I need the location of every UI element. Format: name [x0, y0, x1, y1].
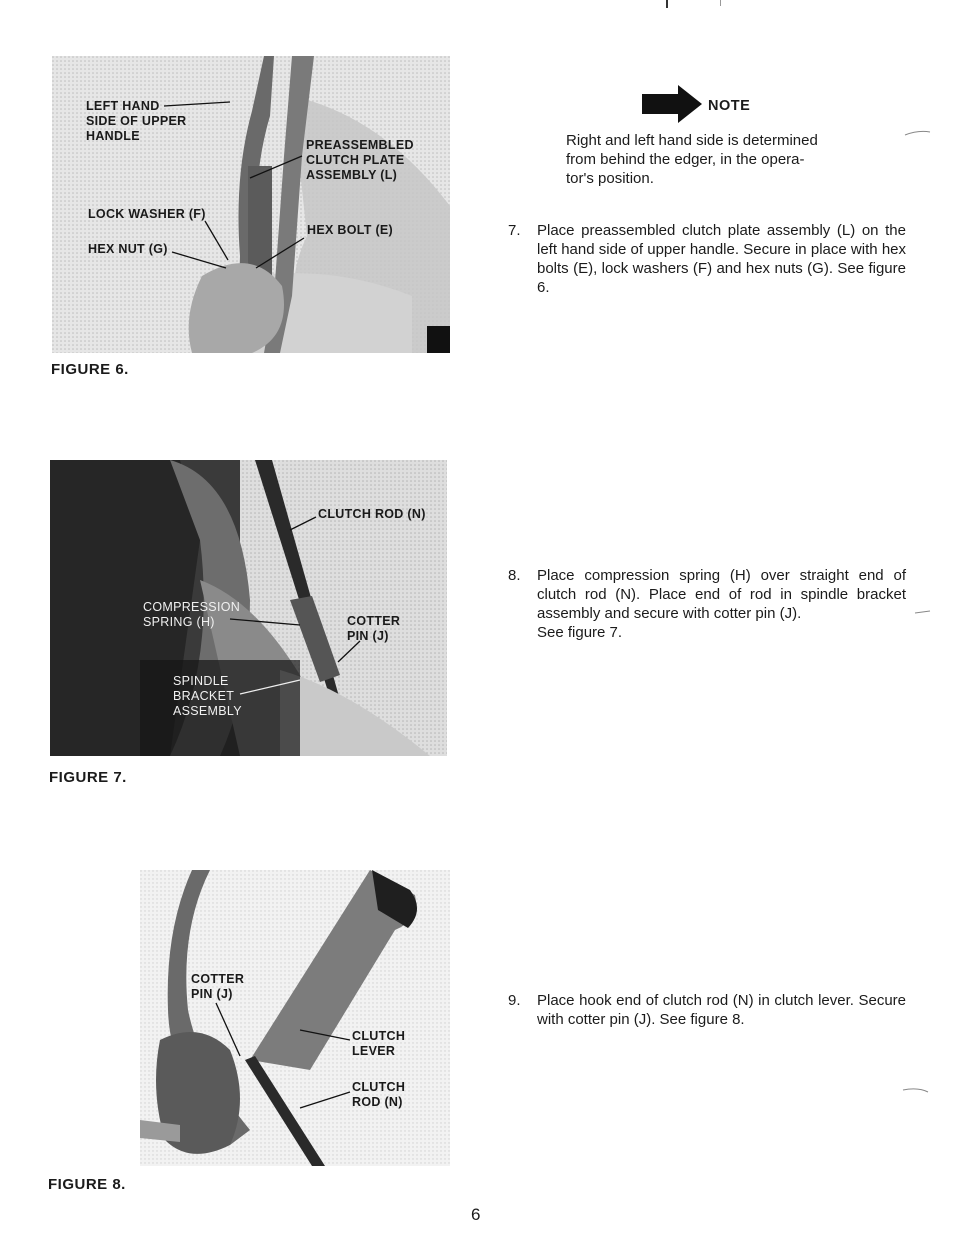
arrow-right-icon [640, 84, 710, 124]
step-text: Place compression spring (H) over straight end of clutch rod (N). Place end of rod in spindle bracket assembly and secure with cotter pin (J). See figure 7. [537, 567, 906, 641]
callout-hex-nut: HEX NUT (G) [88, 242, 168, 256]
callout-lock-washer: LOCK WASHER (F) [88, 207, 206, 221]
figure-8-photo [140, 870, 450, 1166]
callout-preassembled: PREASSEMBLED CLUTCH PLATE ASSEMBLY (L) [306, 138, 414, 182]
scan-mark [666, 0, 668, 8]
step-text: Place preassembled clutch plate assembly (L) on the left hand side of upper handle. Secure in place with hex bolts (E), lock washers (F) and hex nuts (G). See figure 6. [537, 222, 906, 296]
figure-6-caption: FIGURE 6. [51, 361, 129, 378]
step-number: 7. [508, 222, 521, 239]
page-number: 6 [471, 1205, 481, 1224]
note-label: NOTE [708, 98, 751, 114]
scan-mark [720, 0, 721, 6]
callout-spindle-bracket: SPINDLE BRACKET ASSEMBLY [173, 674, 242, 718]
step-text: Place hook end of clutch rod (N) in clutch lever. Secure with cotter pin (J). See figure 8. [537, 992, 906, 1028]
callout-left-hand: LEFT HAND SIDE OF UPPER HANDLE [86, 99, 187, 143]
callout-clutch-rod: CLUTCH ROD (N) [318, 507, 426, 521]
figure-7-photo [50, 460, 447, 756]
callout-cotter-pin: COTTER PIN (J) [347, 614, 401, 643]
step-number: 8. [508, 567, 521, 584]
callout-compression-spring: COMPRESSION SPRING (H) [143, 600, 241, 629]
figure-8-caption: FIGURE 8. [48, 1176, 126, 1193]
callout-clutch-rod: CLUTCH ROD (N) [352, 1080, 406, 1109]
callout-clutch-lever: CLUTCH LEVER [352, 1029, 406, 1058]
note-text: Right and left hand side is determined from behind the edger, in the opera- tor's position. [566, 132, 818, 187]
callout-cotter-pin: COTTER PIN (J) [191, 972, 245, 1001]
callout-hex-bolt: HEX BOLT (E) [307, 223, 394, 237]
figure-7-caption: FIGURE 7. [49, 769, 127, 786]
step-number: 9. [508, 992, 521, 1009]
